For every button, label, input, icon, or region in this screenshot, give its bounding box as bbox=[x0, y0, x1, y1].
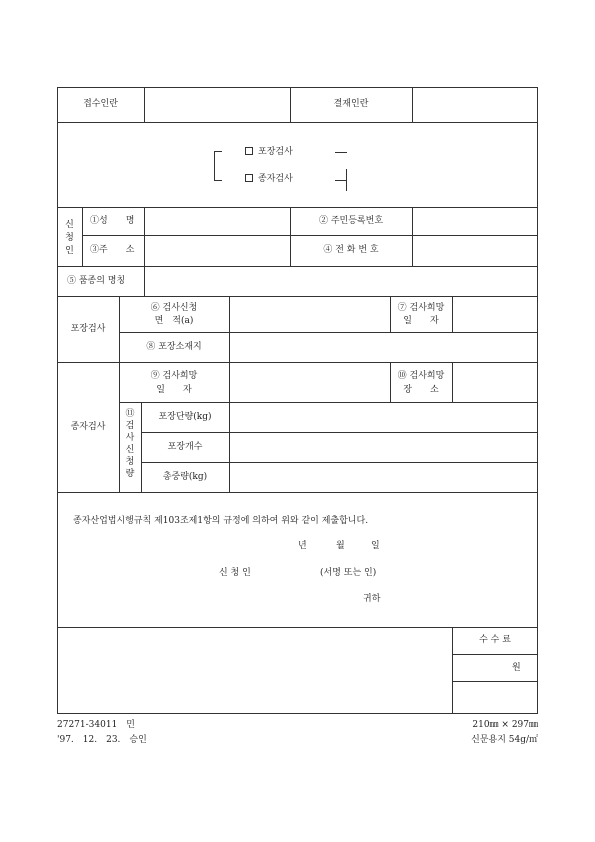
application-form bbox=[57, 87, 538, 714]
area-label: ⑥ 검사신청 bbox=[150, 303, 198, 313]
quantity-char: 검 bbox=[125, 421, 135, 431]
row-divider bbox=[119, 332, 538, 333]
packaging-option-label: 포장검사 bbox=[258, 147, 293, 157]
col-divider bbox=[412, 87, 413, 122]
quantity-char: 신 bbox=[125, 445, 135, 455]
col-divider bbox=[82, 207, 83, 266]
quantity-char: 청 bbox=[125, 457, 135, 467]
row-divider bbox=[57, 296, 538, 297]
row-divider bbox=[57, 266, 538, 267]
quantity-char: ⑪ bbox=[125, 409, 135, 419]
option-packaging[interactable] bbox=[245, 147, 293, 158]
total-weight-label: 총중량(kg) bbox=[162, 472, 208, 482]
col-divider bbox=[144, 87, 145, 122]
row-divider bbox=[57, 492, 538, 493]
field-location-label: ⑧ 포장소재지 bbox=[146, 342, 202, 352]
row-divider bbox=[452, 681, 538, 682]
col-divider bbox=[452, 296, 453, 332]
right-bracket bbox=[346, 169, 347, 191]
form-border bbox=[57, 87, 538, 714]
col-divider bbox=[144, 207, 145, 296]
seed-date-label: ⑨ 검사희망 bbox=[150, 371, 198, 381]
col-divider bbox=[229, 362, 230, 402]
col-divider bbox=[412, 207, 413, 266]
id-number-label: ② 주민등록번호 bbox=[318, 216, 384, 226]
paper-size: 210㎜ × 297㎜ bbox=[472, 720, 538, 730]
package-count-label: 포장개수 bbox=[167, 442, 203, 452]
row-divider bbox=[57, 362, 538, 363]
left-bracket bbox=[214, 151, 222, 152]
row-divider bbox=[57, 122, 538, 123]
quantity-char: 량 bbox=[125, 469, 135, 479]
seed-option-label: 종자검사 bbox=[258, 174, 293, 184]
declaration-statement: 종자산업법시행규칙 제103조제1항의 규정에 의하여 위와 같이 제출합니다. bbox=[73, 516, 369, 526]
applicant-signature-label: 신 청 인 bbox=[219, 568, 251, 578]
packaging-section-label: 포장검사 bbox=[70, 324, 106, 334]
right-bracket bbox=[335, 152, 347, 153]
row-divider bbox=[141, 432, 538, 433]
row-divider bbox=[82, 235, 538, 236]
form-number: 27271-34011 민 bbox=[57, 720, 135, 730]
fee-label: 수 수 료 bbox=[479, 635, 511, 645]
paper-type: 신문용지 54g/㎡ bbox=[471, 735, 538, 745]
col-divider bbox=[229, 402, 230, 492]
row-divider bbox=[119, 402, 538, 403]
row-divider bbox=[57, 627, 538, 628]
approval-date: '97. 12. 23. 승인 bbox=[57, 735, 147, 745]
addressee-label: 귀하 bbox=[363, 594, 381, 604]
fee-unit: 원 bbox=[512, 663, 521, 673]
receipt-stamp-label: 접수인란 bbox=[83, 99, 118, 109]
option-seed[interactable] bbox=[245, 174, 293, 185]
col-divider bbox=[390, 362, 391, 402]
packaging-date-label: ⑦ 검사희망 bbox=[397, 303, 445, 313]
name-label: ①성 명 bbox=[90, 216, 135, 226]
packaging-date-label: 일 자 bbox=[403, 316, 439, 326]
address-label: ③주 소 bbox=[90, 245, 135, 255]
area-label: 면 적(a) bbox=[154, 316, 194, 326]
row-divider bbox=[57, 207, 538, 208]
row-divider bbox=[452, 654, 538, 655]
row-divider bbox=[141, 462, 538, 463]
col-divider bbox=[229, 296, 230, 362]
quantity-char: 사 bbox=[125, 433, 135, 443]
left-bracket bbox=[214, 180, 222, 181]
signature-hint: (서명 또는 인) bbox=[320, 568, 377, 578]
date-year-label: 년 bbox=[298, 541, 307, 551]
col-divider bbox=[452, 362, 453, 402]
seed-place-label: ⑩ 검사희망 bbox=[397, 371, 445, 381]
unit-weight-label: 포장단량(kg) bbox=[158, 412, 212, 422]
approval-stamp-label: 결재인란 bbox=[333, 99, 369, 109]
packaging-checkbox[interactable] bbox=[245, 147, 253, 155]
applicant-section-char: 청 bbox=[65, 233, 74, 243]
applicant-section-char: 신 bbox=[65, 220, 74, 230]
phone-label: ④ 전 화 번 호 bbox=[323, 245, 379, 255]
left-bracket bbox=[214, 151, 215, 181]
date-day-label: 일 bbox=[371, 541, 380, 551]
seed-date-label: 일 자 bbox=[156, 385, 192, 395]
applicant-section-char: 인 bbox=[65, 246, 74, 256]
seed-section-label: 종자검사 bbox=[70, 422, 106, 432]
seed-checkbox[interactable] bbox=[245, 174, 253, 182]
seed-place-label: 장 소 bbox=[403, 385, 439, 395]
date-month-label: 월 bbox=[336, 541, 345, 551]
variety-name-label: ⑤ 품종의 명칭 bbox=[67, 276, 126, 286]
